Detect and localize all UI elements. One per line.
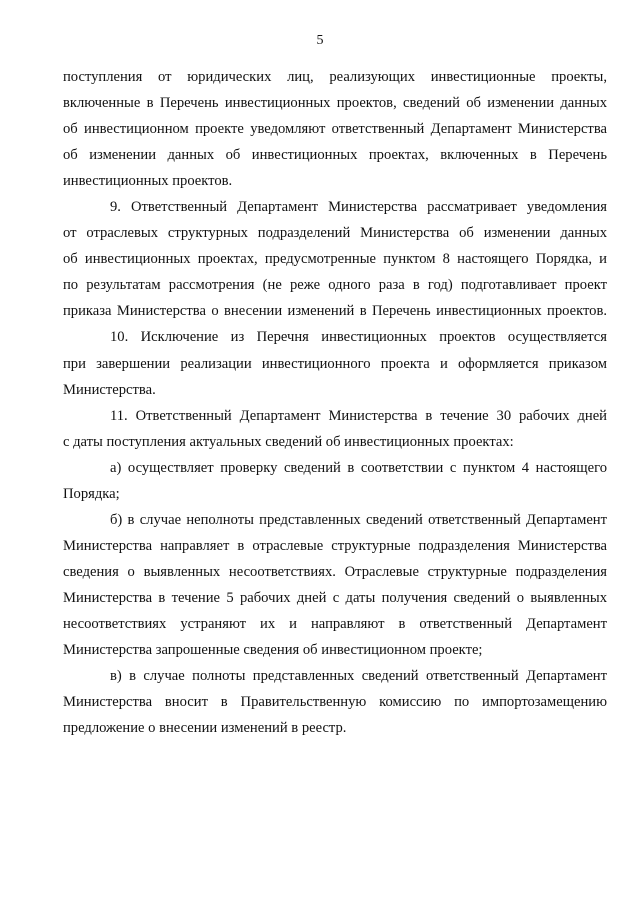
text-line: Министерства вносит в Правительственную комиссию по импортозамещению <box>63 694 607 711</box>
text-line: по результатам рассмотрения (не реже одного раза в год) подготавливает проект <box>63 277 607 294</box>
text-line: предложение о внесении изменений в реестр. <box>63 720 347 737</box>
text-line: Министерства направляет в отраслевые структурные подразделения Министерства <box>63 537 607 554</box>
text-line: с даты поступления актуальных сведений об инвестиционных проектах: <box>63 433 514 450</box>
text-line: в) в случае полноты представленных сведений ответственный Департамент <box>110 668 607 685</box>
document-body <box>63 64 607 741</box>
text-line: сведения о выявленных несоответствиях. Отраслевые структурные подразделения <box>63 563 607 580</box>
text-line: Министерства запрошенные сведения об инвестиционном проекте; <box>63 642 483 659</box>
text-line: 10. Исключение из Перечня инвестиционных проектов осуществляется <box>110 329 607 346</box>
text-line: об изменении данных об инвестиционных проектах, включенных в Перечень <box>63 147 607 164</box>
page-number: 5 <box>316 33 324 48</box>
text-line: несоответствиях устраняют их и направляют в ответственный Департамент <box>63 615 607 632</box>
text-line: поступления от юридических лиц, реализующих инвестиционные проекты, <box>63 69 607 85</box>
text-line: инвестиционных проектов. <box>63 173 233 190</box>
text-line: Порядка; <box>63 485 120 502</box>
text-line: б) в случае неполноты представленных сведений ответственный Департамент <box>110 511 607 528</box>
text-line: включенные в Перечень инвестиционных проектов, сведений об изменении данных <box>63 95 607 112</box>
text-line: 9. Ответственный Департамент Министерства рассматривает уведомления <box>110 199 607 216</box>
text-line: приказа Министерства о внесении изменений в Перечень инвестиционных проектов. <box>63 303 607 320</box>
text-line: Министерства. <box>63 381 156 398</box>
text-line: об инвестиционных проектах, предусмотренные пунктом 8 настоящего Порядка, и <box>63 251 607 268</box>
text-line: а) осуществляет проверку сведений в соответствии с пунктом 4 настоящего <box>110 459 607 476</box>
text-line: при завершении реализации инвестиционного проекта и оформляется приказом <box>63 355 607 372</box>
text-line: Министерства в течение 5 рабочих дней с даты получения сведений о выявленных <box>63 589 607 606</box>
text-line: об инвестиционном проекте уведомляют ответственный Департамент Министерства <box>63 121 607 138</box>
text-line: от отраслевых структурных подразделений Министерства об изменении данных <box>63 225 607 242</box>
text-line: 11. Ответственный Департамент Министерства в течение 30 рабочих дней <box>110 407 607 424</box>
